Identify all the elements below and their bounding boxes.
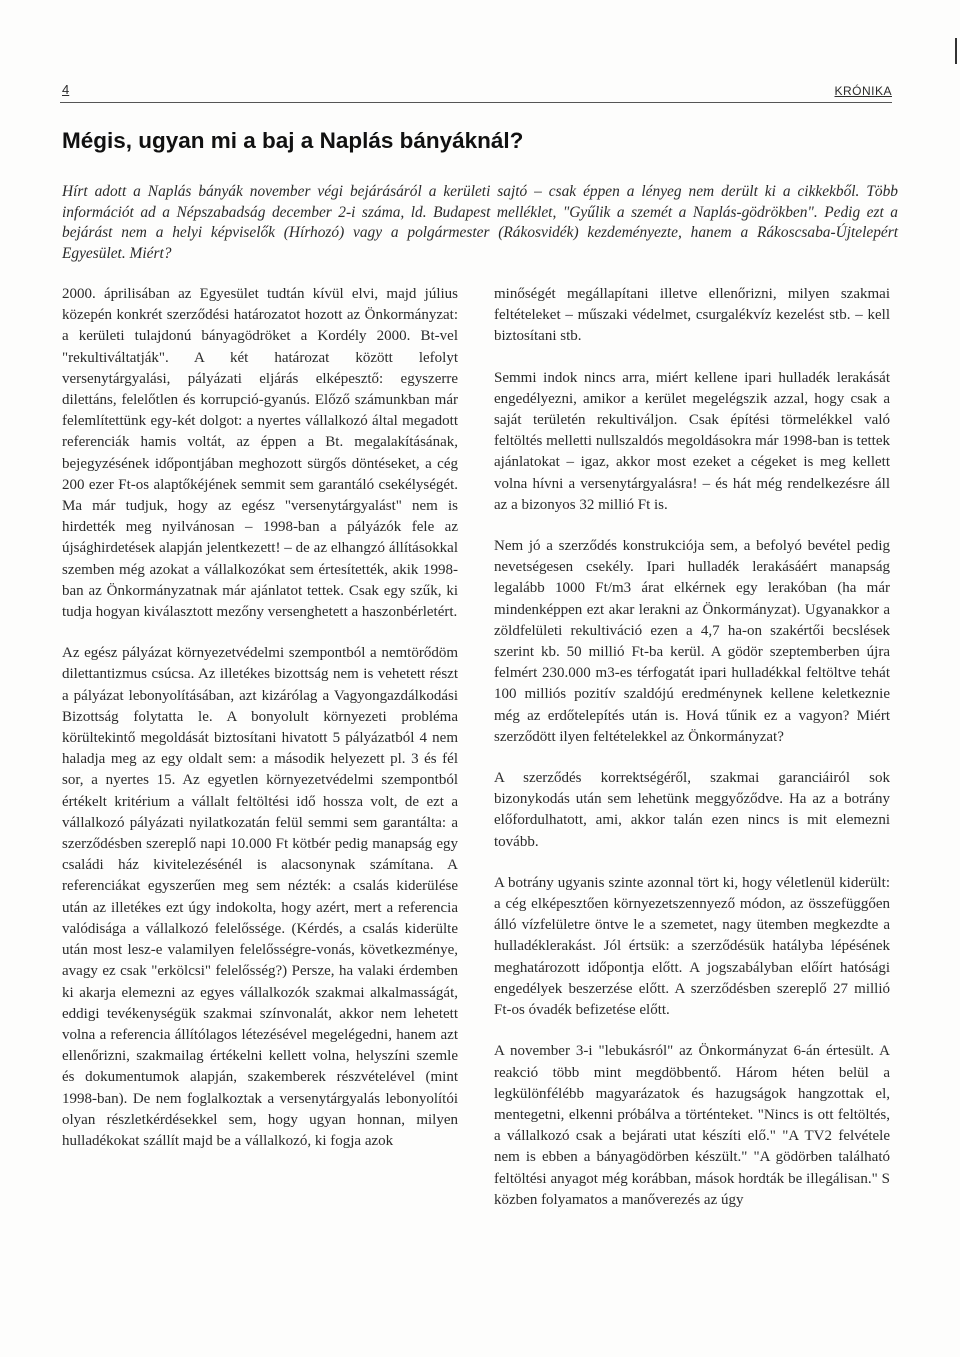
scan-edge-mark xyxy=(955,38,957,64)
page-header xyxy=(60,82,892,103)
paragraph: Semmi indok nincs arra, miért kellene ipari hulladék lerakását engedélyezni, amikor a kerület megelégszik azzal, hogy csak a saját területén rekultiváljon. Csak építési törmelékkel való feltöltés melletti nullszaldós megoldásokra már 1998-ban is tettek ajánlatokat – igaz, akkor most ezeket a cégeket is meg kellett volna hívni a versenytárgyalásra! – és hát még rendelkezésre áll az a bizonyos 32 millió Ft is. xyxy=(494,369,890,513)
paragraph: A botrány ugyanis szinte azonnal tört ki, hogy véletlenül kiderült: a cég elképesztően környezetszennyező módon, az összefüggően álló vízfelületre öntve le a szemetet, nagy ütemben megkezdte a hulladéklerakást. Jól értsük: a szerződésük hatályba lépésének meghatározott időpontja előtt. A jogszabályban előírt hatósági engedélyek beszerzése előtt. A szerződésben szereplő 27 millió Ft-os óvadék befizetése előtt. xyxy=(494,874,890,1019)
right-column xyxy=(494,284,890,1231)
paragraph: 2000. áprilisában az Egyesület tudtán kívül elvi, majd július közepén konkrét szerződési határozatot hozott az Önkormányzat: a kerületi tulajdonú bányagödröket a Kordély 2000. Bt-vel "rekultiváltatják". A két határozat között lefolyt versenytárgyalási, pályázati eljárás elképesztő: egyszerre dilettáns, felelőtlen és korrupció-gyanús. Előző számunkban már felemlítettünk egy-két dolgot: a nyertes vállalkozó által megadott referenciák hamis voltát, az éppen a Bt. megalakításának, bejegyzésének időpontjában meghozott sürgős döntéseket, a cég 200 ezer Ft-os alaptőkéjének semmit sem garantáló csekélységét. Ma már tudjuk, hogy az egész "versenytárgyalást" nem is hirdették meg nyilvánosan – 1998-ban a pályázók fele az újsághirdetések alapján jelentkezett! – de az elhangzó állításokkal szemben még azokat a vállalkozókat sem értesítették, akik 1998-ban az Önkormányzatnak már ajánlatot tettek. Csak egy szűk, ki tudja hogyan kiválasztott mezőny versenghetett a haszonbérletért. xyxy=(62,286,458,621)
paragraph: A november 3-i "lebukásról" az Önkormányzat 6-án értesült. A reakció több mint megdöbbentő. Három héten belül a legkülönfélébb magyarázatok és hazugságok hangzottak el, mentegetni, elkenni próbálva a történteket. "Nincs is ott feltöltés, a vállalkozó csak a bejárati utat készíti elő." "A TV2 felvétele nem is ebben a bányagödörben készült." "A gödörben található feltöltési anyagot még korábban, mások hordták be illegálisan." S közben folyamatos a manőverezés az úgy xyxy=(494,1043,890,1208)
article-title: Mégis, ugyan mi a baj a Naplás bányáknál? xyxy=(62,128,524,153)
paragraph: Az egész pályázat környezetvédelmi szempontból a nemtörődöm dilettantizmus csúcsa. Az illetékes bizottság nem is vehetett részt a pályázat lebonyolításában, azt kizárólag a Vagyongazdálkodási Bizottság folytatta le. A bonyolult környezeti probléma körültekintő megoldását biztosítani hivatott 5 pályázatból 4 nem haladja meg az egy oldalt sem: a második helyezett pl. 3 és fél sor, a nyertes 15. Az egyetlen környezetvédelmi szempontból értékelt kritérium a vállalt feltöltési idő hossza volt, de ezt a vállalkozó pályázati nyilatkozatán felül semmi sem garantálta: a szerződésben szereplő napi 10.000 Ft kötbér pedig manapság egy családi ház kivitelezésénél is alacsonynak számítana. A referenciákat egyszerűen meg sem nézték: a csalás kiderülése után az illetékes ezt úgy indokolta, hogy azért, mert a referencia valódisága a vállalkozó felelőssége. (Kérdés, a csalás kiderülte után most lesz-e valamilyen felelősségre-vonás, következménye, avagy ez csak "erkölcsi" felelősség?) Persze, ha valaki érdemben ki akarja elemezni az egyes vállalkozók szakmai alkalmasságát, eddigi tevékenységük szakmai színvonalát, akkor nem lehetett volna a referencia állítólagos létezésével megelégedni, hanem azt ellenőrizni, szakmailag értékelni kellett volna, helyszíni szemle és dokumentumok alapján, szakemberek részvételével (mint 1998-ban). De nem foglalkoztak a versenytárgyalás lebonyolítói olyan részletkérdésekkel sem, hogy ugyan honnan, milyen hulladékokat szállít majd be a vállalkozó, ki fogja azok xyxy=(62,645,458,1149)
article-lead: Hírt adott a Naplás bányák november végi bejárásáról a kerületi sajtó – csak éppen a lényeg nem derült ki a cikkekből. Több információt ad a Népszabadság december 2-i száma, ld. Budapest melléklet, "Gyűlik a szemét a Naplás-gödrökben". Pedig ezt a bejárást nem a helyi képviselők (Hírhozó) vagy a polgármester (Rákosvidék) kezdeményezte, hanem a Rákoscsaba-Újtelepért Egyesület. Miért? xyxy=(62,183,898,262)
paragraph: Nem jó a szerződés konstrukciója sem, a befolyó bevétel pedig nevetségesen csekély. Ipari hulladék lerakásáért manapság legalább 1000 Ft/m3 árat elkérnek egy lerakóban (ha már mindenképpen ezt akar lerakni az Önkormányzat). Ugyanakkor a zöldfelületi rekultiváció ezen a 4,7 ha-on szakértői becslések szerint kb. 50 millió Ft-ba kerül. A gödör szeptemberben újra felmért 230.000 m3-es térfogatát ipari hulladékkal feltöltve tehát 100 milliós pozitív szaldójú eredménynek kellene keletkeznie még az erdőtelepítés után is. Hová tűnik ez a vagyon? Miért szerződött ilyen feltételekkel az Önkormányzat? xyxy=(494,538,890,745)
left-column xyxy=(62,284,458,1172)
section-label: KRÓNIKA xyxy=(834,84,892,98)
paragraph: A szerződés korrektségéről, szakmai garanciáiról sok bizonykodás után sem lehetünk meggyőződve. Ha az a botrány előfordulhatott, ami, akkor talán ezen nincs is mit elemezni tovább. xyxy=(494,770,890,850)
page-number: 4 xyxy=(62,82,70,97)
paragraph: minőségét megállapítani illetve ellenőrizni, milyen szakmai feltételeket – műszaki védelmet, csurgalékvíz kezelést stb. – kell biztosítani stb. xyxy=(494,286,890,345)
